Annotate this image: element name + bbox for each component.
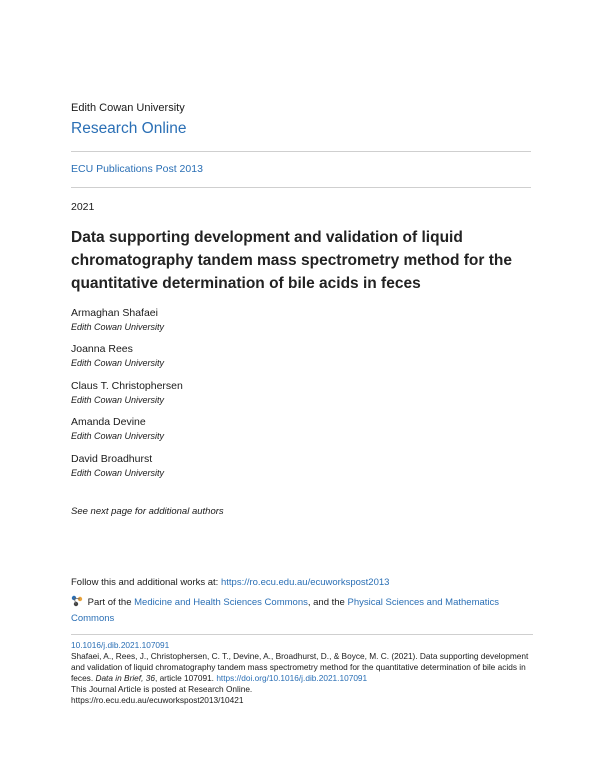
author-name: Armaghan Shafaei: [71, 307, 158, 319]
part-of-prefix: Part of the: [87, 597, 132, 608]
publication-year: 2021: [71, 201, 95, 213]
commons-network-icon: [71, 595, 83, 607]
author-name: Joanna Rees: [71, 343, 133, 355]
author-affiliation: Edith Cowan University: [71, 468, 165, 478]
institution-name: Edith Cowan University: [71, 102, 185, 114]
divider: [71, 634, 533, 635]
author-affiliation: Edith Cowan University: [71, 395, 165, 405]
author-affiliation: Edith Cowan University: [71, 322, 165, 332]
author-name: Claus T. Christophersen: [71, 380, 183, 392]
author-name: David Broadhurst: [71, 453, 153, 465]
record-url: https://ro.ecu.edu.au/ecuworkspost2013/10421: [71, 695, 244, 705]
physical-sciences-commons-link[interactable]: Physical Sciences and Mathematics Commons: [71, 597, 500, 624]
see-next-page-note: See next page for additional authors: [71, 506, 224, 517]
citation-article: , article 107091.: [154, 673, 214, 683]
divider: [71, 187, 531, 188]
part-of-middle: , and the: [307, 597, 345, 608]
citation-block: [71, 640, 533, 706]
research-online-link[interactable]: Research Online: [71, 120, 187, 137]
article-title: Data supporting development and validation of liquid chromatography tandem mass spectrometry method for the quantitative determination of bile acids in feces: [71, 229, 512, 292]
author-name: Amanda Devine: [71, 416, 146, 428]
divider: [71, 151, 531, 152]
follow-url-link[interactable]: https://ro.ecu.edu.au/ecuworkspost2013: [220, 577, 390, 588]
medicine-commons-link[interactable]: Medicine and Health Sciences Commons: [134, 597, 308, 608]
posted-note: This Journal Article is posted at Research Online.: [71, 684, 253, 694]
part-of-line: [71, 595, 541, 627]
doi-url-link[interactable]: https://doi.org/10.1016/j.dib.2021.107091: [216, 673, 368, 683]
series-link[interactable]: ECU Publications Post 2013: [71, 163, 203, 175]
doi-link[interactable]: 10.1016/j.dib.2021.107091: [71, 640, 170, 650]
follow-line: [71, 577, 389, 588]
follow-text: Follow this and additional works at:: [71, 577, 219, 588]
author-affiliation: Edith Cowan University: [71, 431, 165, 441]
author-affiliation: Edith Cowan University: [71, 358, 165, 368]
citation-journal: Data in Brief, 36: [95, 673, 155, 683]
citation-text: Shafaei, A., Rees, J., Christophersen, C. T., Devine, A., Broadhurst, D., & Boyce, M. C. (2021). Data supporting development and validation of liquid chromatography tandem mass spectrometry method for the quantitative determination of bile acids in feces.: [71, 651, 529, 683]
